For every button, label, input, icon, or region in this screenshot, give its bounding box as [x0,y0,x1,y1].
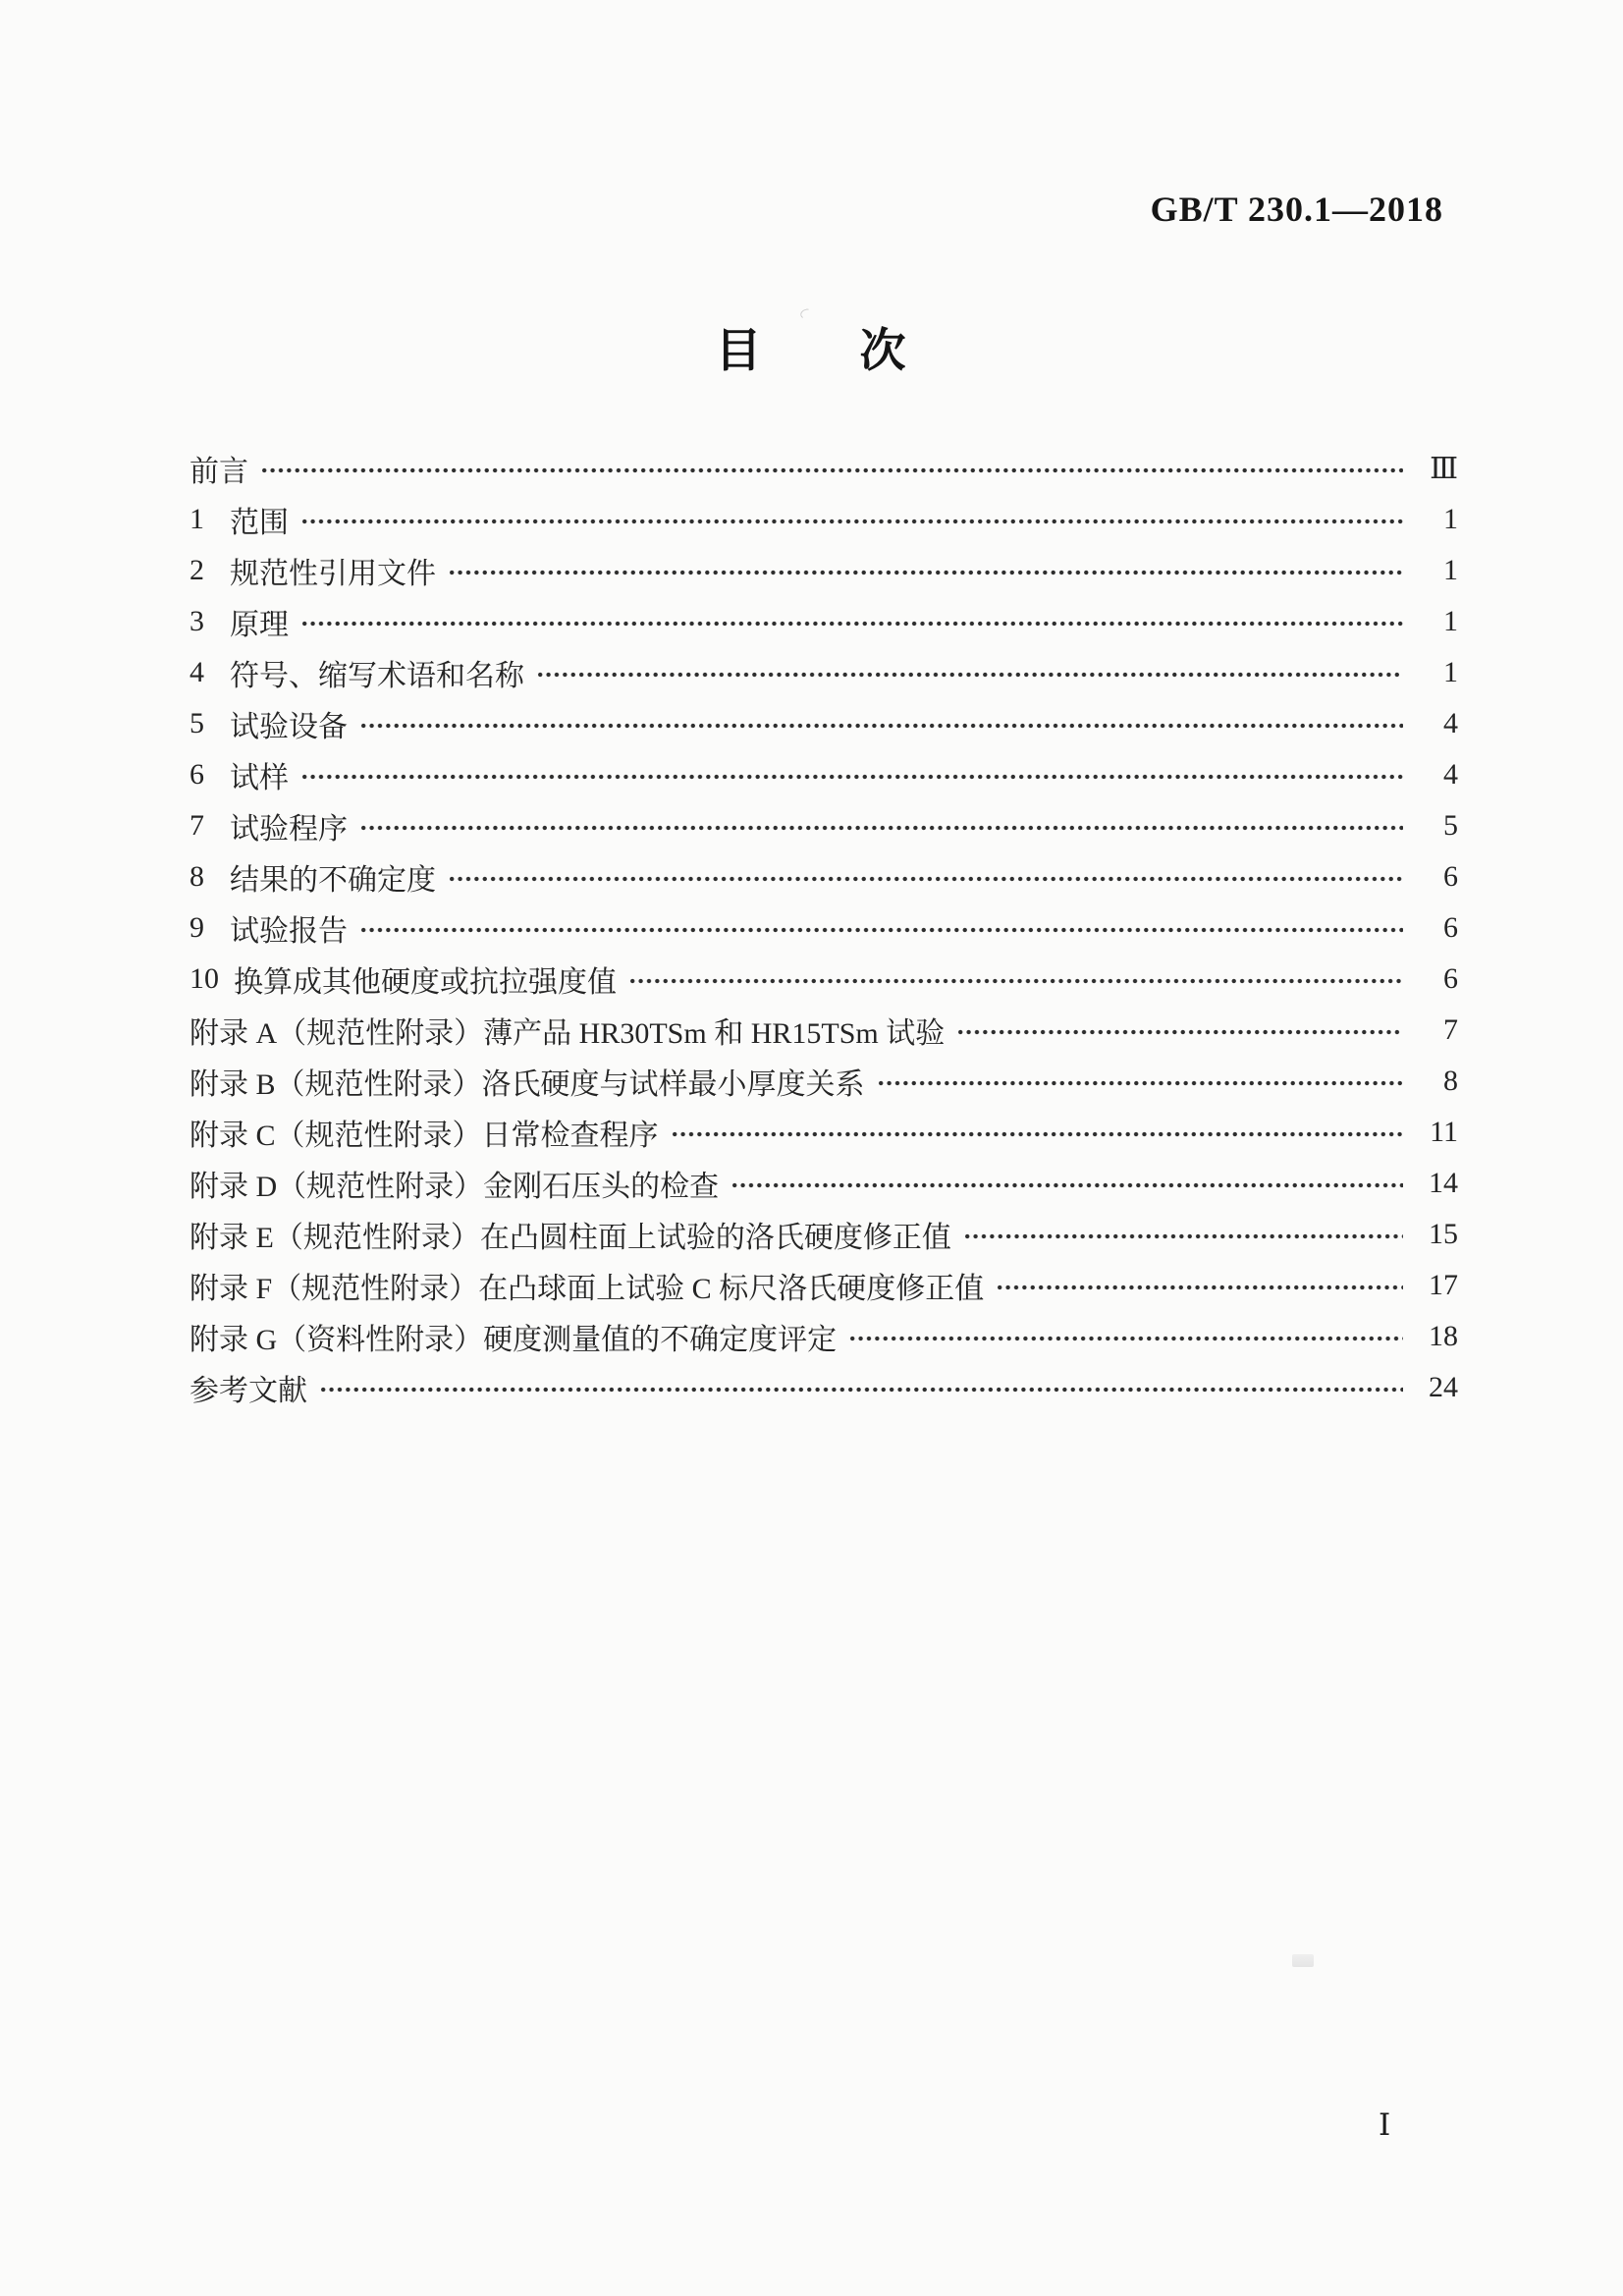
annex-label: 附录 F（规范性附录） [189,1273,479,1305]
toc-entry-title: 符号、缩写术语和名称 [230,660,524,692]
dotted-leader [260,456,1403,485]
toc-page-number: 1 [1443,503,1458,535]
clause-number: 9 [189,911,204,944]
toc-entry-title: 洛氏硬度与试样最小厚度关系 [481,1068,865,1101]
dotted-leader [300,609,1403,638]
standard-number: GB/T 230.1—2018 [1150,190,1443,229]
toc-entry-clause-9 [189,902,1458,954]
toc-entry-title: 金刚石压头的检查 [483,1171,720,1203]
dotted-leader [359,915,1403,945]
toc-entry-clause-3 [189,596,1458,647]
toc-entry-annex-c [189,1107,1458,1158]
toc-page-number: 18 [1429,1320,1458,1352]
toc-entry-title: 试样 [230,762,289,794]
dotted-leader [448,558,1403,587]
dotted-leader [848,1324,1403,1353]
toc-page-number: 17 [1429,1269,1458,1301]
toc-page-number: Ⅲ [1430,452,1458,485]
toc-page-number: 1 [1443,656,1458,688]
toc-entry-annex-a [189,1005,1458,1056]
toc-page-number: 4 [1443,707,1458,739]
toc-entry-title: 换算成其他硬度或抗拉强度值 [234,966,617,999]
toc-entry-title: 在凸圆柱面上试验的洛氏硬度修正值 [479,1222,951,1254]
clause-number: 7 [189,809,204,842]
annex-label: 附录 C（规范性附录） [189,1120,482,1152]
toc-page-number: 14 [1429,1167,1458,1199]
toc-entry-title: 结果的不确定度 [230,864,436,897]
toc-entry-title: 原理 [230,609,289,641]
annex-label: 附录 A（规范性附录） [189,1017,484,1050]
toc-entry-annex-e [189,1209,1458,1260]
toc-entry-clause-7 [189,800,1458,851]
dotted-leader [877,1068,1403,1098]
toc-entry-clause-4 [189,647,1458,698]
clause-number: 1 [189,503,204,535]
scan-smudge [1292,1954,1314,1967]
toc-page-number: 4 [1443,758,1458,791]
clause-number: 5 [189,707,204,739]
footer-page-number: Ⅰ [1379,2107,1391,2142]
toc-entry-clause-8 [189,851,1458,902]
toc-entry-title: 试验程序 [230,813,348,846]
dotted-leader [963,1222,1403,1251]
clause-number: 3 [189,605,204,637]
toc-entry-references [189,1362,1458,1413]
toc-entry-annex-f [189,1260,1458,1311]
toc-entry-annex-g [189,1311,1458,1362]
toc-entry-title: 试验报告 [230,915,348,948]
clause-number: 8 [189,860,204,893]
toc-entry-clause-5 [189,698,1458,749]
table-of-contents [189,443,1458,1413]
toc-entry-title: 范围 [230,507,289,539]
dotted-leader [671,1120,1403,1149]
annex-label: 附录 D（规范性附录） [189,1171,484,1203]
dotted-leader [448,864,1403,894]
toc-entry-title: 前言 [189,456,248,488]
dotted-leader [300,762,1403,792]
dotted-leader [300,507,1403,536]
toc-page-number: 6 [1443,962,1458,995]
dotted-leader [956,1017,1403,1047]
toc-entry-annex-b [189,1056,1458,1107]
toc-page-number: 5 [1443,809,1458,842]
dotted-leader [359,813,1403,843]
toc-page-number: 6 [1443,860,1458,893]
toc-entry-foreword [189,443,1458,494]
dotted-leader [996,1273,1403,1302]
clause-number: 2 [189,554,204,586]
annex-label: 附录 B（规范性附录） [189,1068,482,1101]
page-title: 目 次 [715,324,908,376]
toc-page-number: 11 [1430,1116,1458,1148]
toc-entry-title: 规范性引用文件 [230,558,436,590]
toc-page-number: 1 [1443,605,1458,637]
toc-entry-annex-d [189,1158,1458,1209]
dotted-leader [730,1171,1403,1200]
annex-label: 附录 G（资料性附录） [189,1324,484,1356]
toc-entry-title: 薄产品 HR30TSm 和 HR15TSm 试验 [483,1017,946,1050]
dotted-leader [319,1375,1403,1404]
toc-page-number: 7 [1443,1013,1458,1046]
toc-page-number: 6 [1443,911,1458,944]
toc-page-number: 24 [1429,1371,1458,1403]
toc-entry-title: 日常检查程序 [481,1120,659,1152]
dotted-leader [359,711,1403,740]
toc-entry-clause-10 [189,954,1458,1005]
toc-page-number: 8 [1443,1065,1458,1097]
toc-entry-clause-6 [189,749,1458,800]
clause-number: 4 [189,656,204,688]
toc-entry-clause-1 [189,494,1458,545]
toc-page-number: 15 [1429,1218,1458,1250]
toc-entry-title: 参考文献 [189,1375,307,1407]
toc-entry-title: 硬度测量值的不确定度评定 [483,1324,838,1356]
annex-label: 附录 E（规范性附录） [189,1222,480,1254]
toc-entry-title: 在凸球面上试验 C 标尺洛氏硬度修正值 [478,1273,985,1305]
clause-number: 6 [189,758,204,791]
toc-entry-clause-2 [189,545,1458,596]
clause-number: 10 [189,962,219,995]
dotted-leader [536,660,1403,689]
toc-page-number: 1 [1443,554,1458,586]
dotted-leader [628,966,1403,996]
toc-entry-title: 试验设备 [230,711,348,743]
